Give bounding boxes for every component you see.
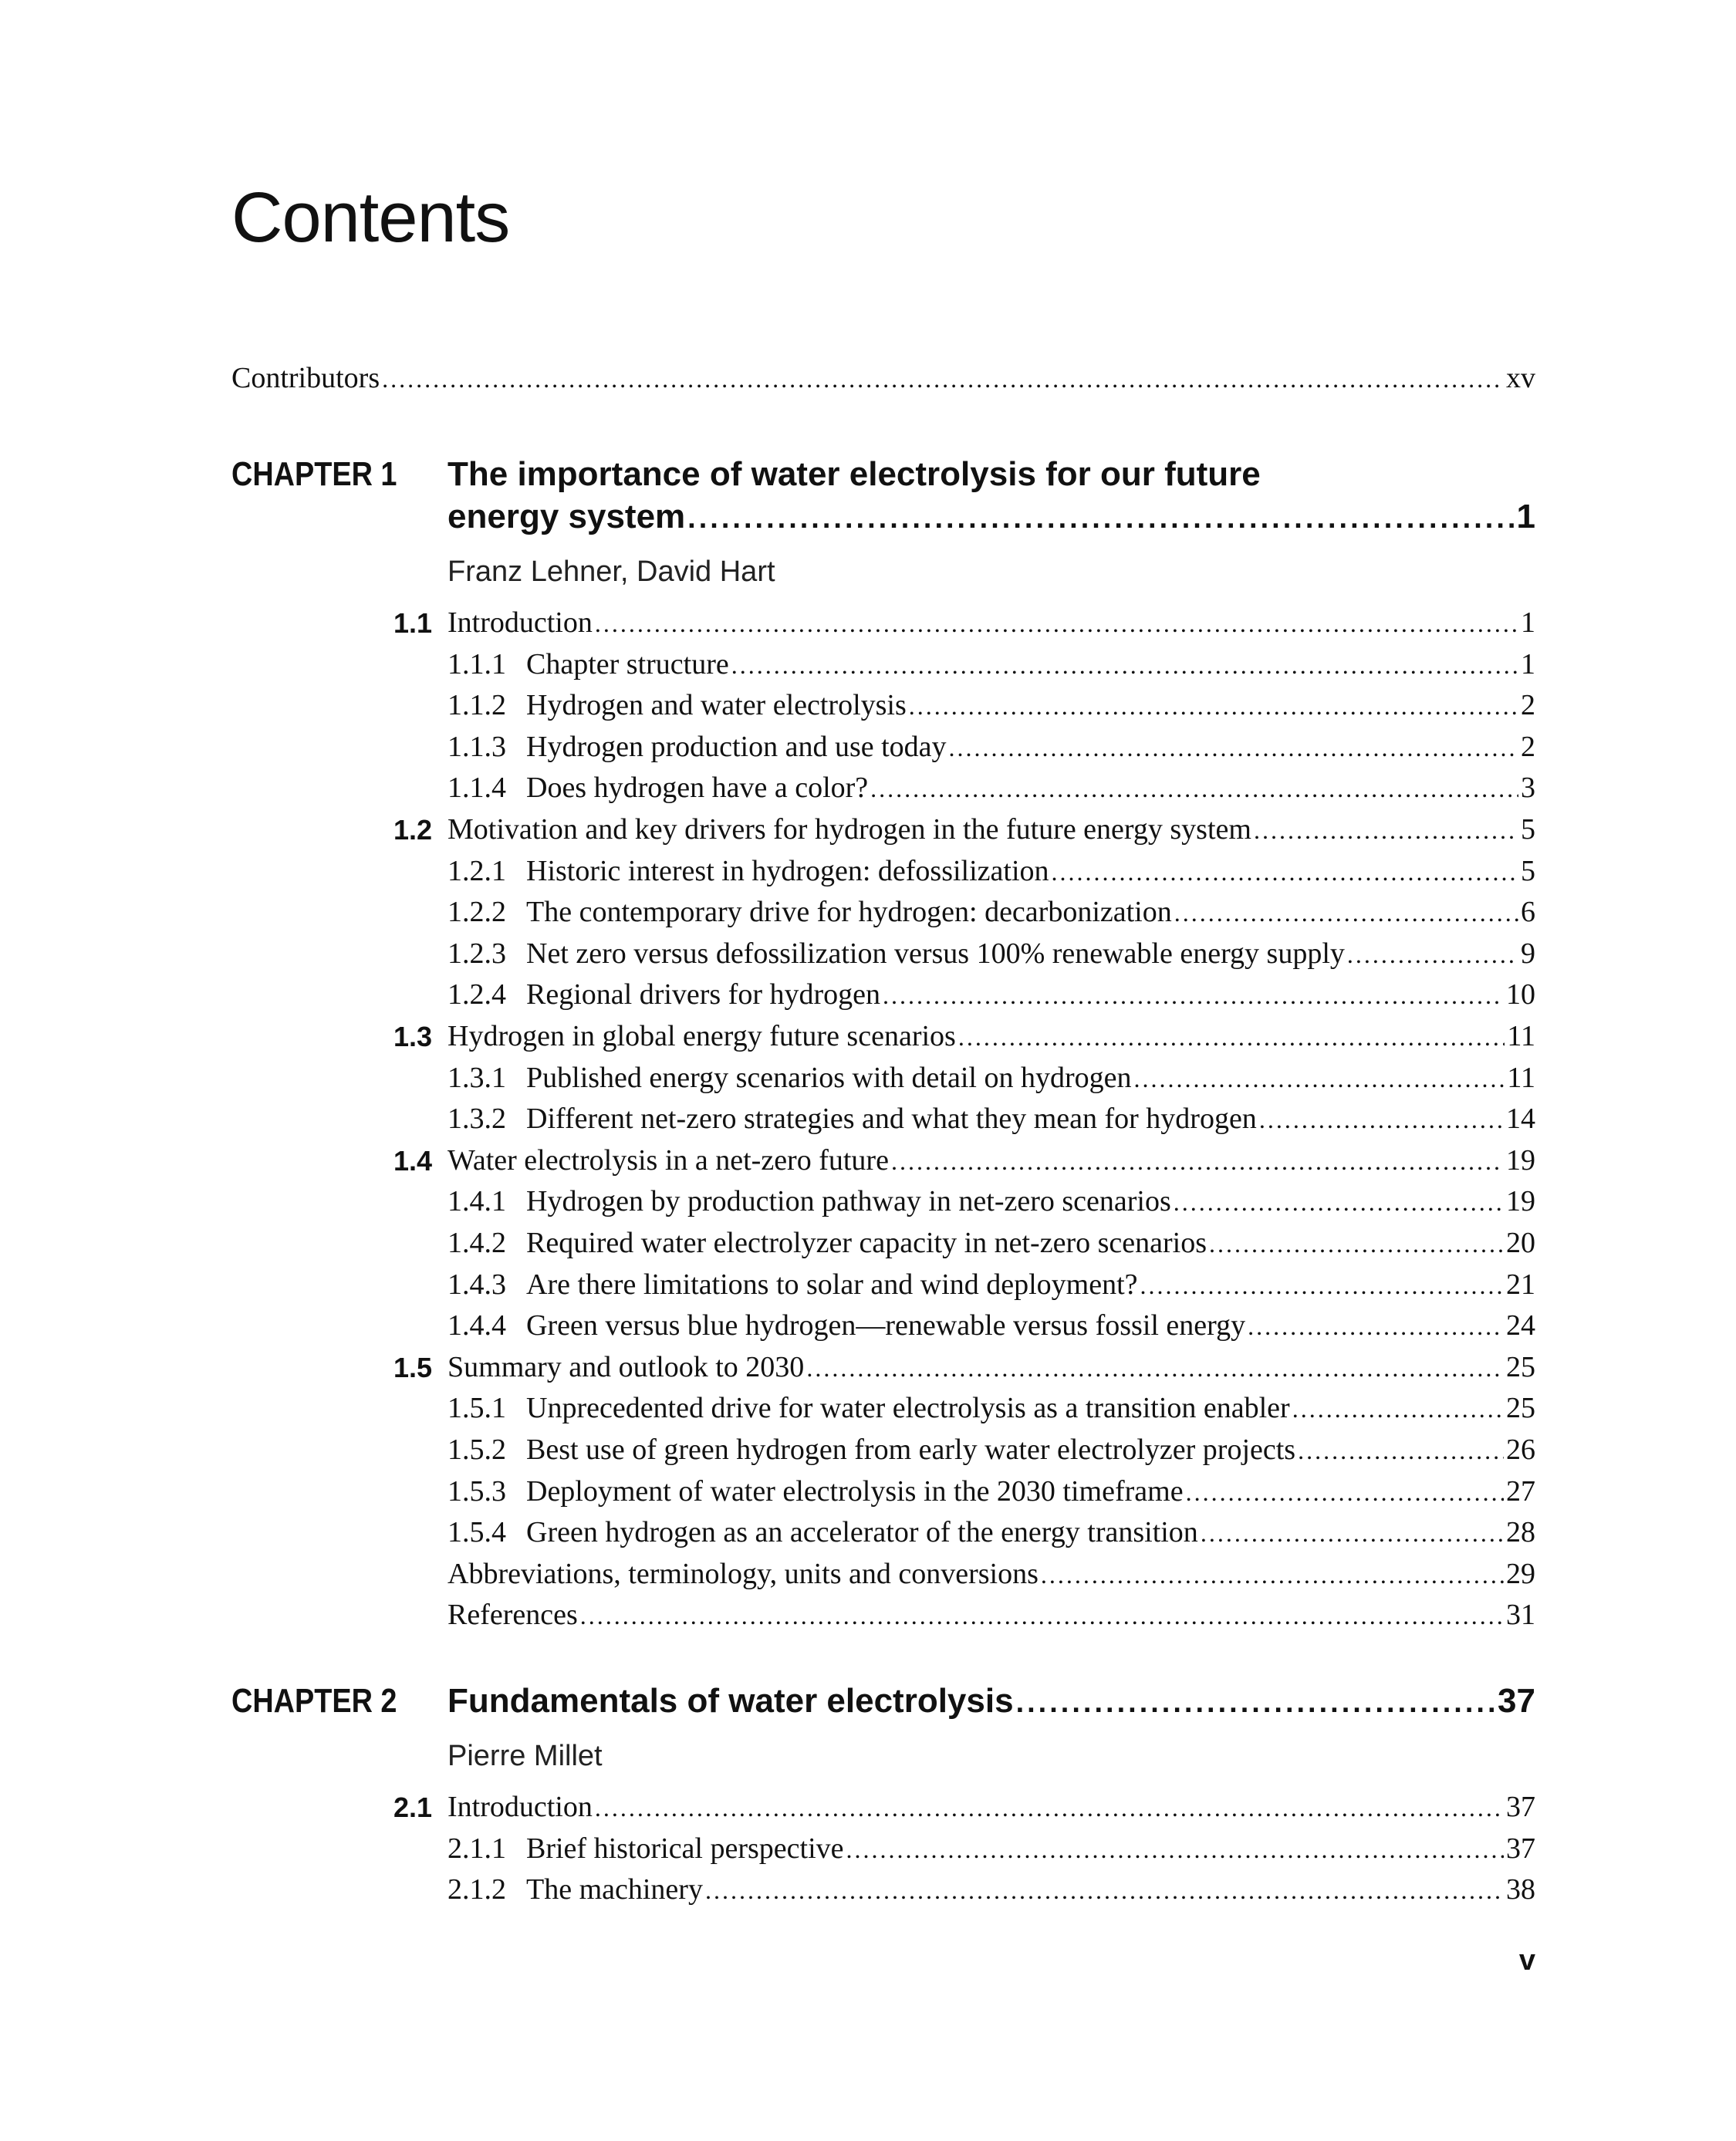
toc-section-entry[interactable] — [448, 1350, 1535, 1384]
dot-leader — [595, 610, 1518, 638]
dot-leader — [1248, 1312, 1504, 1341]
toc-entry-title — [448, 1598, 578, 1632]
toc-entry-page: 14 — [1506, 1103, 1535, 1136]
toc-subsection-entry[interactable] — [448, 1309, 1535, 1342]
toc-entry-title — [448, 1184, 1171, 1218]
toc-entry-page: 9 — [1521, 937, 1535, 970]
toc-entry-page: 11 — [1507, 1020, 1535, 1052]
toc-entry-text: Historic interest in hydrogen: defossilization — [526, 854, 1049, 887]
dot-leader — [1174, 1188, 1504, 1217]
dot-leader — [595, 1794, 1504, 1822]
toc-entry-page: 25 — [1506, 1392, 1535, 1425]
subsection-number: 1.2.1 — [448, 854, 506, 887]
toc-entry-page: 25 — [1506, 1350, 1535, 1383]
toc-entry-text: Deployment of water electrolysis in the 2030 timeframe — [526, 1474, 1184, 1508]
subsection-number: 1.3.1 — [448, 1061, 506, 1094]
subsection-number: 1.5.3 — [448, 1474, 506, 1508]
toc-entry-title — [448, 1832, 844, 1866]
toc-entry-title — [448, 606, 593, 640]
subsection-number: 1.5.2 — [448, 1434, 506, 1466]
toc-subsection-entry[interactable] — [448, 1433, 1535, 1467]
toc-entry-title — [448, 1226, 1207, 1260]
chapter-authors: Franz Lehner, David Hart — [448, 556, 775, 588]
toc-entry-page: 3 — [1521, 772, 1535, 805]
toc-subsection-entry[interactable] — [448, 854, 1535, 888]
subsection-number: 1.5.1 — [448, 1392, 506, 1425]
toc-subsection-entry[interactable] — [448, 1557, 1535, 1591]
dot-leader — [580, 1602, 1504, 1630]
toc-entry-text: Abbreviations, terminology, units and conversions — [448, 1557, 1039, 1590]
toc-entry-title — [448, 1474, 1184, 1508]
page-number: v — [1518, 1944, 1535, 1977]
toc-entry-title: Contributors — [231, 362, 380, 394]
toc-entry-title — [448, 854, 1049, 888]
section-number: 1.4 — [393, 1144, 432, 1177]
toc-entry-title — [448, 978, 880, 1011]
toc-entry-page: 10 — [1506, 978, 1535, 1011]
toc-entry-text: The contemporary drive for hydrogen: decarbonization — [526, 896, 1172, 929]
toc-entry-title — [448, 1350, 804, 1384]
toc-subsection-entry[interactable] — [448, 1102, 1535, 1136]
chapter-label: CHAPTER 1 — [231, 455, 397, 493]
toc-entry-page: 11 — [1507, 1061, 1535, 1094]
dot-leader — [1201, 1519, 1504, 1548]
subsection-number: 2.1.1 — [448, 1832, 506, 1865]
chapter-title-continued: energy system — [448, 498, 686, 535]
toc-entry-text: Green versus blue hydrogen—renewable versus fossil energy — [526, 1309, 1246, 1342]
toc-section-entry[interactable] — [448, 1019, 1535, 1053]
toc-subsection-entry[interactable] — [448, 1184, 1535, 1218]
dot-leader — [806, 1354, 1504, 1383]
toc-subsection-entry[interactable] — [448, 1268, 1535, 1302]
dot-leader — [1209, 1230, 1504, 1258]
toc-entry-page: 29 — [1506, 1557, 1535, 1590]
dot-leader — [891, 1147, 1504, 1176]
toc-entry-page: 37 — [1506, 1832, 1535, 1865]
toc-entry-title — [448, 1391, 1290, 1425]
chapter-title[interactable]: The importance of water electrolysis for our future — [448, 455, 1261, 493]
toc-entry-page: 19 — [1506, 1185, 1535, 1218]
toc-entry-text: Regional drivers for hydrogen — [526, 978, 881, 1011]
toc-entry-title — [448, 1433, 1295, 1467]
subsection-number: 2.1.2 — [448, 1873, 506, 1906]
toc-section-entry[interactable] — [448, 1143, 1535, 1177]
toc-entry-title — [448, 1515, 1198, 1549]
dot-leader — [731, 651, 1518, 680]
toc-entry-text: Hydrogen and water electrolysis — [526, 689, 907, 722]
subsection-number: 1.3.2 — [448, 1103, 506, 1136]
toc-entry-text: Introduction — [448, 1791, 593, 1823]
toc-entry-title — [448, 688, 907, 722]
subsection-number: 1.4.4 — [448, 1309, 506, 1342]
toc-entry-text: Green hydrogen as an accelerator of the energy transition — [526, 1516, 1198, 1549]
toc-subsection-entry[interactable] — [448, 1873, 1535, 1906]
subsection-number: 1.1.1 — [448, 647, 506, 680]
chapter-page: 37 — [1498, 1682, 1535, 1720]
dot-leader — [1259, 1106, 1504, 1134]
toc-entry-title — [448, 1019, 956, 1053]
dot-leader — [1298, 1437, 1504, 1465]
toc-section-entry[interactable] — [448, 606, 1535, 640]
dot-leader — [1052, 858, 1518, 886]
toc-entry-title — [448, 1873, 703, 1906]
toc-entry-page: 2 — [1521, 689, 1535, 722]
toc-entry-text: Summary and outlook to 2030 — [448, 1350, 805, 1383]
section-number: 1.1 — [393, 607, 432, 639]
toc-subsection-entry[interactable] — [448, 978, 1535, 1011]
toc-entry-text: Hydrogen in global energy future scenarios — [448, 1020, 956, 1052]
toc-entry-text: Water electrolysis in a net-zero future — [448, 1143, 889, 1177]
dot-leader — [870, 775, 1518, 803]
subsection-number: 1.4.2 — [448, 1227, 506, 1259]
dot-leader — [1133, 1065, 1505, 1093]
dot-leader — [1140, 1271, 1504, 1300]
section-number: 1.5 — [393, 1351, 432, 1383]
toc-entry-page: 20 — [1506, 1227, 1535, 1259]
toc-entry-text: Different net-zero strategies and what they mean for hydrogen — [526, 1103, 1257, 1136]
toc-entry-title — [448, 895, 1172, 929]
toc-entry-page: 5 — [1521, 813, 1535, 846]
toc-entry-title — [448, 1790, 593, 1824]
dot-leader — [846, 1835, 1504, 1864]
toc-section-entry[interactable] — [448, 1790, 1535, 1824]
toc-entry-title — [448, 1143, 889, 1177]
dot-leader — [382, 365, 1504, 393]
toc-entry-text: References — [448, 1599, 578, 1632]
toc-subsection-entry[interactable] — [448, 730, 1535, 764]
toc-entry-page: 28 — [1506, 1516, 1535, 1549]
section-number: 1.3 — [393, 1021, 432, 1052]
toc-subsection-entry[interactable] — [448, 1061, 1535, 1095]
chapter-title-line2[interactable] — [448, 498, 1535, 536]
toc-entry-text: Brief historical perspective — [526, 1832, 844, 1865]
chapter-authors: Pierre Millet — [448, 1740, 603, 1772]
toc-entry-title — [448, 1309, 1245, 1342]
toc-entry-text: Required water electrolyzer capacity in net-zero scenarios — [526, 1227, 1207, 1259]
toc-subsection-entry[interactable] — [448, 771, 1535, 805]
dot-leader — [1016, 1687, 1495, 1720]
toc-entry-text: Hydrogen production and use today — [526, 730, 947, 763]
section-number: 1.2 — [393, 814, 432, 846]
toc-subsection-entry[interactable] — [448, 1515, 1535, 1549]
toc-entry-text: Are there limitations to solar and wind deployment? — [526, 1268, 1138, 1301]
toc-subsection-entry[interactable] — [448, 1226, 1535, 1260]
dot-leader — [909, 692, 1518, 721]
toc-entry-text: Hydrogen by production pathway in net-zero scenarios — [526, 1185, 1171, 1218]
dot-leader — [883, 981, 1504, 1010]
dot-leader — [705, 1876, 1504, 1905]
dot-leader — [1041, 1561, 1504, 1589]
toc-subsection-entry[interactable] — [448, 937, 1535, 971]
toc-entry-page: 31 — [1506, 1599, 1535, 1632]
toc-entry-page: 6 — [1521, 896, 1535, 929]
toc-subsection-entry[interactable] — [448, 1391, 1535, 1425]
chapter-title: Fundamentals of water electrolysis — [448, 1682, 1014, 1720]
toc-entry-page: 5 — [1521, 854, 1535, 887]
subsection-number: 1.2.4 — [448, 978, 506, 1011]
toc-entry-page: 24 — [1506, 1309, 1535, 1342]
toc-entry-text: Introduction — [448, 606, 593, 639]
subsection-number: 1.2.2 — [448, 896, 506, 929]
subsection-number: 1.5.4 — [448, 1516, 506, 1549]
section-number: 2.1 — [393, 1791, 432, 1823]
toc-subsection-entry[interactable] — [448, 1832, 1535, 1866]
toc-entry-text: Motivation and key drivers for hydrogen in the future energy system — [448, 813, 1251, 846]
toc-subsection-entry[interactable] — [448, 688, 1535, 722]
dot-leader — [1186, 1478, 1504, 1507]
toc-entry-page: 26 — [1506, 1434, 1535, 1466]
toc-subsection-entry[interactable] — [448, 647, 1535, 681]
toc-entry-page: 19 — [1506, 1143, 1535, 1177]
toc-entry-title — [448, 1268, 1138, 1302]
subsection-number: 1.1.4 — [448, 772, 506, 805]
subsection-number: 1.4.1 — [448, 1185, 506, 1218]
chapter-title-line[interactable] — [448, 1682, 1535, 1721]
toc-entry-page: 27 — [1506, 1474, 1535, 1508]
dot-leader — [687, 502, 1514, 535]
toc-entry-title — [448, 647, 729, 681]
toc-entry-page: 38 — [1506, 1873, 1535, 1906]
chapter-label: CHAPTER 2 — [231, 1682, 397, 1720]
toc-subsection-entry[interactable] — [448, 895, 1535, 929]
toc-entry-text: Published energy scenarios with detail on hydrogen — [526, 1061, 1132, 1094]
toc-entry-text: The machinery — [526, 1873, 703, 1906]
dot-leader — [1254, 816, 1518, 845]
toc-entry-page: xv — [1506, 362, 1535, 394]
toc-entry-title — [448, 1102, 1257, 1136]
toc-entry-text: Chapter structure — [526, 647, 729, 680]
toc-entry-title — [448, 812, 1251, 846]
dot-leader — [949, 734, 1518, 762]
subsection-number: 1.1.2 — [448, 689, 506, 722]
toc-entry-page: 37 — [1506, 1791, 1535, 1823]
dot-leader — [1292, 1395, 1504, 1423]
toc-entry-page: 21 — [1506, 1268, 1535, 1301]
toc-entry-title — [448, 730, 947, 764]
toc-entry-title — [448, 937, 1345, 971]
dot-leader — [958, 1023, 1505, 1052]
subsection-number: 1.1.3 — [448, 730, 506, 763]
toc-entry-page: 1 — [1521, 606, 1535, 639]
toc-subsection-entry[interactable] — [448, 1598, 1535, 1632]
dot-leader — [1347, 940, 1518, 969]
subsection-number: 1.2.3 — [448, 937, 506, 970]
toc-entry-page: 2 — [1521, 730, 1535, 763]
page-title: Contents — [231, 178, 510, 257]
toc-entry-text: Net zero versus defossilization versus 100% renewable energy supply — [526, 937, 1345, 970]
contents-page — [231, 0, 1535, 2141]
toc-entry-title — [448, 771, 868, 805]
toc-entry-contributors[interactable] — [231, 361, 1535, 395]
toc-entry-title — [448, 1061, 1131, 1095]
dot-leader — [1174, 899, 1518, 927]
toc-entry-text: Best use of green hydrogen from early water electrolyzer projects — [526, 1434, 1296, 1466]
subsection-number: 1.4.3 — [448, 1268, 506, 1301]
toc-entry-title — [448, 1557, 1039, 1591]
toc-entry-text: Does hydrogen have a color? — [526, 772, 869, 805]
toc-section-entry[interactable] — [448, 812, 1535, 846]
toc-entry-text: Unprecedented drive for water electrolysis as a transition enabler — [526, 1392, 1290, 1425]
chapter-page: 1 — [1516, 498, 1535, 535]
toc-entry-page: 1 — [1521, 647, 1535, 680]
toc-subsection-entry[interactable] — [448, 1474, 1535, 1508]
